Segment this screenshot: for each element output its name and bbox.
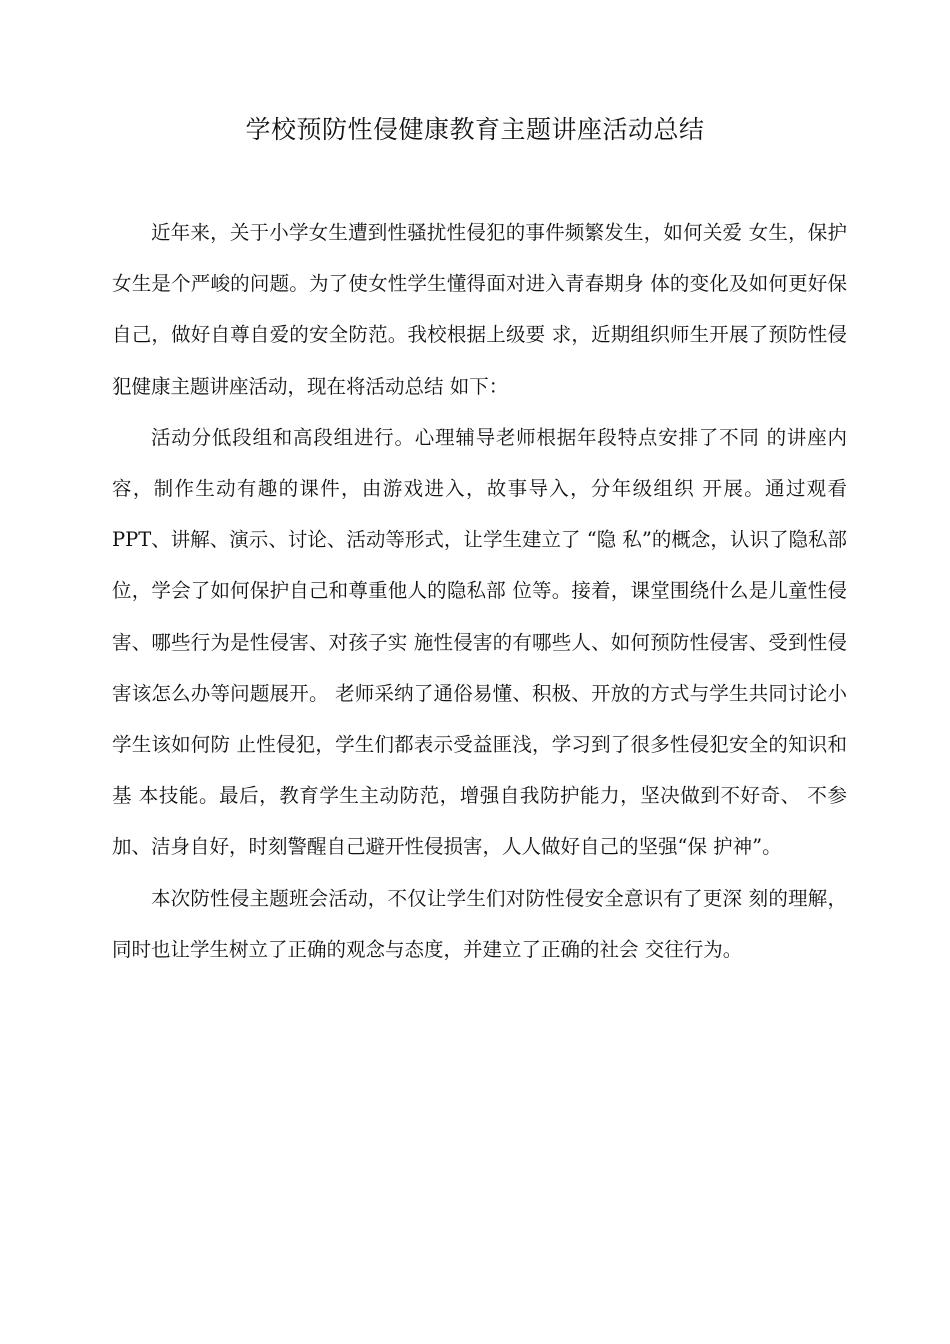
paragraph-activity: 活动分低段组和高段组进行。心理辅导老师根据年段特点安排了不同 的讲座内容，制作生动有趣的课件，由游戏进入，故事导入，分年级组织 开展。通过观看PPT、讲解、演示、讨论、活动等形式，让学生建立了 “隐 私”的概念，认识了隐私部位，学会了如何保护自己和尊重他人的隐私部 位等。接着，课堂围绕什么是儿童性侵害、哪些行为是性侵害、对孩子实 施性侵害的有哪些人、如何预防性侵害、受到性侵害该怎么办等问题展开。 老师采纳了通俗易懂、积极、开放的方式与学生共同讨论小学生该如何防 止性侵犯，学生们都表示受益匪浅，学习到了很多性侵犯安全的知识和基 本技能。最后，教育学生主动防范，增强自我防护能力，坚决做到不好奇、 不参加、洁身自好，时刻警醒自己避开性侵损害，人人做好自己的坚强“保 护神”。 bbox=[112, 425, 847, 859]
document-body bbox=[112, 207, 847, 975]
paragraph-intro: 近年来，关于小学女生遭到性骚扰性侵犯的事件频繁发生，如何关爱 女生，保护女生是个严峻的问题。为了使女性学生懂得面对进入青春期身 体的变化及如何更好保自己，做好自尊自爱的安全防范。我校根据上级要 求，近期组织师生开展了预防性侵犯健康主题讲座活动，现在将活动总结 如下： bbox=[112, 221, 847, 398]
paragraph-conclusion: 本次防性侵主题班会活动，不仅让学生们对防性侵安全意识有了更深 刻的理解，同时也让学生树立了正确的观念与态度，并建立了正确的社会 交往行为。 bbox=[112, 886, 847, 961]
document-title: 学校预防性侵健康教育主题讲座活动总结 bbox=[245, 115, 705, 144]
